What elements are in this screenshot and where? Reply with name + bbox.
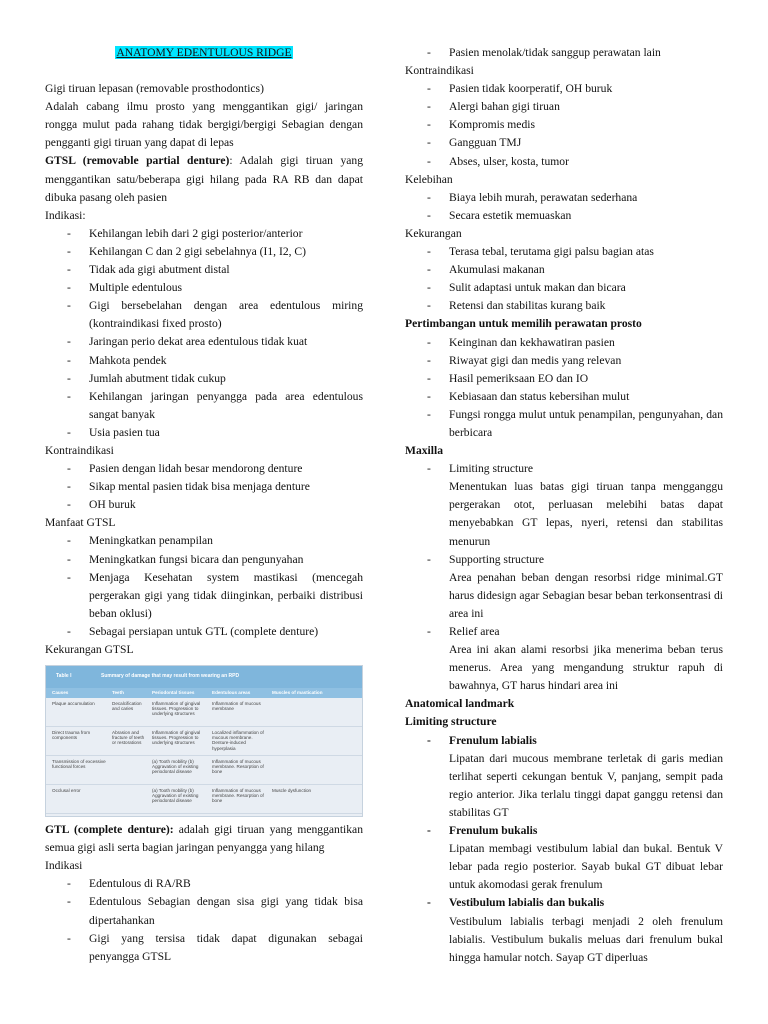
item-description: Menentukan luas batas gigi tiruan tanpa mengganggu pergerakan otot, perluasan melebihi batas dapat menyebabkan GT lepas, nyeri, retensi dan stabilitas menurun <box>449 480 723 548</box>
kontraindikasi-gtl-list <box>405 80 723 170</box>
table-cell <box>112 788 152 810</box>
list-item: - Sikap mental pasien tidak bisa menjaga denture <box>45 478 363 496</box>
table-cell: (a) Tooth mobility (b) Aggravation of existing periodontal disease <box>152 787 199 804</box>
list-item <box>405 551 723 569</box>
list-item: - Pasien dengan lidah besar mendorong denture <box>45 460 363 478</box>
table-cell <box>272 730 356 752</box>
kekurangan-gtl-heading: Kekurangan <box>405 226 462 240</box>
list-item <box>405 460 723 478</box>
table-cell <box>112 759 152 781</box>
left-column <box>45 44 363 966</box>
kontraindikasi-gtl-heading: Kontraindikasi <box>405 64 474 78</box>
list-item: - Fungsi rongga mulut untuk penampilan, pengunyahan, dan berbicara <box>405 406 723 442</box>
item-description: Lipatan dari mucous membrane terletak di garis median terlihat seperti cekungan bentuk V, panjang, sempit pada regio anterior. Jika terlalu tinggi dapat ganggu retensi dan stabilitas GT <box>449 751 723 819</box>
list-item: - Sulit adaptasi untuk makan dan bicara <box>405 279 723 297</box>
list-item: - Frenulum labialis <box>405 732 723 750</box>
list-item: - Meningkatkan penampilan <box>45 532 363 550</box>
kontraindikasi-heading: Kontraindikasi <box>45 443 114 457</box>
list-item: - Kebiasaan dan status kebersihan mulut <box>405 388 723 406</box>
kelebihan-list <box>405 189 723 225</box>
list-item: - Tidak ada gigi abutment distal <box>45 261 363 279</box>
table-cell <box>272 701 356 723</box>
table-row <box>46 727 362 756</box>
rpd-damage-table-image <box>45 665 363 817</box>
list-item: - Abses, ulser, kosta, tumor <box>405 153 723 171</box>
manfaat-list <box>45 532 363 641</box>
list-item: - Akumulasi makanan <box>405 261 723 279</box>
table-cell: Inflammation of mucous membrane. Resorption of bone <box>212 787 264 804</box>
list-item: - Pasien tidak koorperatif, OH buruk <box>405 80 723 98</box>
anatomical-landmark-heading: Anatomical landmark <box>405 697 515 711</box>
kelebihan-heading: Kelebihan <box>405 172 453 186</box>
indikasi-list <box>45 225 363 442</box>
table-cell: Transmission of excessive functional forces <box>52 758 106 769</box>
list-item: - Mahkota pendek <box>45 352 363 370</box>
table-number: Table I <box>56 673 72 680</box>
intro-paragraph: Adalah cabang ilmu prosto yang menggantikan gigi/ jaringan rongga mulut pada rahang tidak bergigi/bergigi Sebagian dengan pengganti gigi tiruan yang dapat di lepas <box>45 100 363 150</box>
list-item: - Edentulous Sebagian dengan sisa gigi yang tidak bisa dipertahankan <box>45 893 363 929</box>
maxilla-heading: Maxilla <box>405 444 443 458</box>
item-description: Area penahan beban dengan resorbsi ridge minimal.GT harus didesign agar Sebagian besar beban terkonsentrasi di area ini <box>449 570 723 620</box>
gtl-term: GTL (complete denture): <box>45 823 174 837</box>
table-header-cell: Edentulous areas <box>212 690 251 696</box>
list-item: - Biaya lebih murah, perawatan sederhana <box>405 189 723 207</box>
table-cell: Decalcification and caries <box>112 700 142 711</box>
list-item: - Pasien menolak/tidak sanggup perawatan lain <box>405 44 723 62</box>
table-cell: Muscle dysfunction <box>272 787 312 793</box>
table-cell: Occlusal error <box>52 787 81 793</box>
list-item: - Menjaga Kesehatan system mastikasi (mencegah pergerakan gigi yang tidak diinginkan, perbaiki distribusi beban oklusi) <box>45 569 363 623</box>
table-cell: Inflammation of gingival tissues. Progression to underlying structures <box>152 700 201 717</box>
table-row <box>46 785 362 814</box>
table-cell: Localized inflammation of mucous membrane. Denture-induced hyperplasia <box>212 729 264 751</box>
list-item: - Alergi bahan gigi tiruan <box>405 98 723 116</box>
list-item: - Hasil pemeriksaan EO dan IO <box>405 370 723 388</box>
list-item: - Kompromis medis <box>405 116 723 134</box>
list-item: - Vestibulum labialis dan bukalis <box>405 894 723 912</box>
item-description: Area ini akan alami resorbsi jika menerima beban terus menerus. Area yang mengandung struktur rapuh di bawahnya, GT harus hindari area ini <box>449 643 723 693</box>
table-cell: Inflammation of gingival tissues. Progression to underlying structures <box>152 729 201 746</box>
list-item: - Frenulum bukalis <box>405 822 723 840</box>
kontraindikasi-list <box>45 460 363 514</box>
table-title: Summary of damage that may result from wearing an RPD <box>101 673 240 680</box>
list-item: - Edentulous di RA/RB <box>45 875 363 893</box>
table-cell: Plaque accumulation <box>52 700 95 706</box>
table-cell: Abrasion and fracture of teeth or restorations <box>112 729 145 746</box>
list-item: - Sebagai persiapan untuk GTL (complete denture) <box>45 623 363 641</box>
table-cell: Inflammation of mucous membrane. Resorption of bone <box>212 758 264 775</box>
pertimbangan-list <box>405 334 723 443</box>
indikasi-gtl-list <box>45 875 363 965</box>
list-item: - Retensi dan stabilitas kurang baik <box>405 297 723 315</box>
list-item: - Multiple edentulous <box>45 279 363 297</box>
list-item: - Gangguan TMJ <box>405 134 723 152</box>
maxilla-list <box>405 460 723 478</box>
limiting-list-3 <box>405 894 723 912</box>
maxilla-list-2 <box>405 551 723 569</box>
table-cell: Direct trauma from components <box>52 729 91 740</box>
item-heading: Supporting structure <box>449 552 544 566</box>
limiting-list-2 <box>405 822 723 840</box>
manfaat-heading: Manfaat GTSL <box>45 516 116 530</box>
indikasi-heading: Indikasi: <box>45 208 86 222</box>
limiting-structure-heading: Limiting structure <box>405 715 497 729</box>
gtsl-text: : Adalah gigi tiruan yang menggantikan satu/beberapa gigi hilang pada RA RB dan dapat dibuka pasang oleh pasien <box>45 154 363 204</box>
right-column <box>405 44 723 967</box>
table-row <box>46 698 362 727</box>
table-cell: (a) Tooth mobility (b) Aggravation of existing periodontal disease <box>152 758 199 775</box>
list-item: - Kehilangan C dan 2 gigi sebelahnya (I1, I2, C) <box>45 243 363 261</box>
kekurangan-heading: Kekurangan GTSL <box>45 643 134 656</box>
document-title: ANATOMY EDENTULOUS RIDGE <box>116 46 292 59</box>
continued-list <box>405 44 723 62</box>
table-cell: Inflammation of mucous membrane <box>212 700 261 711</box>
list-item: - Gigi yang tersisa tidak dapat digunakan sebagai penyangga GTSL <box>45 930 363 966</box>
item-heading: Relief area <box>449 625 500 638</box>
list-item: - Jaringan perio dekat area edentulous tidak kuat <box>45 333 363 351</box>
intro-line: Gigi tiruan lepasan (removable prosthodontics) <box>45 82 264 96</box>
gtsl-definition <box>45 152 363 206</box>
item-description: Lipatan membagi vestibulum labial dan bukal. Bentuk V lebar pada regio posterior. Sayab bukal GT dibuat lebar untuk akomodasi gerak frenulum <box>449 842 723 892</box>
table-row <box>46 756 362 785</box>
title-wrap <box>45 44 363 62</box>
table-header-bar <box>46 666 362 688</box>
list-item: - Jumlah abutment tidak cukup <box>45 370 363 388</box>
table-header-cell: Teeth <box>112 690 124 696</box>
list-item: - Gigi bersebelahan dengan area edentulous miring (kontraindikasi fixed prosto) <box>45 297 363 333</box>
list-item: - Meningkatkan fungsi bicara dan pengunyahan <box>45 551 363 569</box>
item-heading: Limiting structure <box>449 462 534 476</box>
gtl-definition <box>45 821 363 857</box>
gtsl-term: GTSL (removable partial denture) <box>45 154 230 168</box>
list-item: - Terasa tebal, terutama gigi palsu bagian atas <box>405 243 723 261</box>
table-column-headers <box>46 688 362 697</box>
list-item: - Keinginan dan kekhawatiran pasien <box>405 334 723 352</box>
list-item: - OH buruk <box>45 496 363 514</box>
indikasi-gtl-heading: Indikasi <box>45 859 83 873</box>
table-header-cell: Muscles of mastication <box>272 690 323 696</box>
gtl-text: adalah gigi tiruan yang menggantikan semua gigi asli serta bagian jaringan penyangga yang hilang <box>45 823 364 855</box>
list-item: - Secara estetik memuaskan <box>405 207 723 225</box>
list-item <box>405 623 723 641</box>
list-item: - Kehilangan lebih dari 2 gigi posterior/anterior <box>45 225 363 243</box>
limiting-list-1 <box>405 732 723 750</box>
table-header-cell: Causes <box>52 690 69 696</box>
item-description: Vestibulum labialis terbagi menjadi 2 oleh frenulum labialis. Vestibulum bukalis meluas dari frenulum bukal hingga hamular notch. Sayap GT diperluas <box>449 914 723 964</box>
maxilla-list-3 <box>405 623 723 641</box>
table-header-cell: Periodontal tissues <box>152 690 195 696</box>
table-cell <box>272 759 356 781</box>
list-item: - Usia pasien tua <box>45 424 363 442</box>
list-item: - Riwayat gigi dan medis yang relevan <box>405 352 723 370</box>
pertimbangan-heading: Pertimbangan untuk memilih perawatan prosto <box>405 317 642 331</box>
list-item: - Kehilangan jaringan penyangga pada area edentulous sangat banyak <box>45 388 363 424</box>
kekurangan-gtl-list <box>405 243 723 315</box>
